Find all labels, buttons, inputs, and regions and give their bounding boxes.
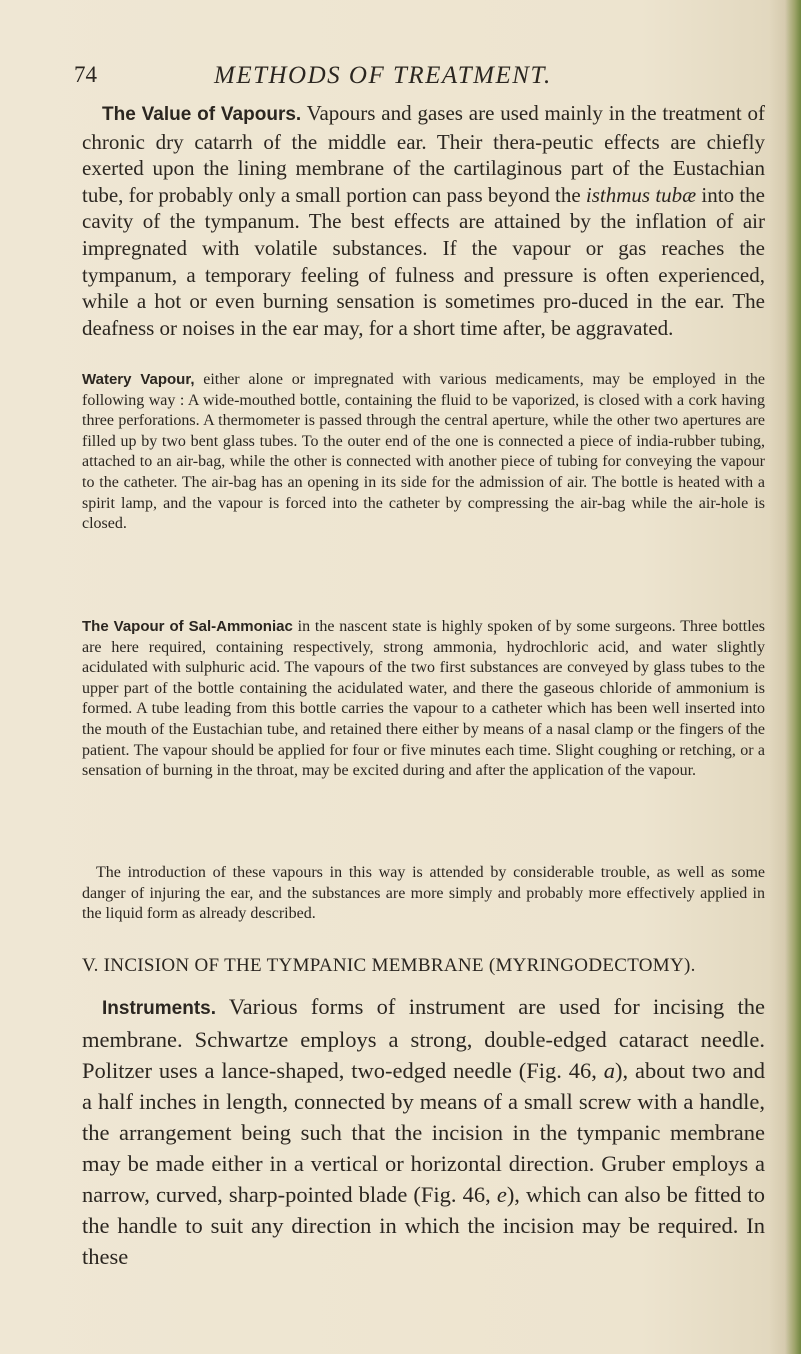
paragraph-vapours (82, 100, 765, 341)
running-head: METHODS OF TREATMENT. (214, 62, 552, 89)
vapours-text: Vapours and gases are used mainly in the treatment of chronic dry catarrh of the middle ear. Their thera-peutic effects are chiefly exerted upon the lining membrane of the cartilaginous part of the Eustachian tube, for probably only a small portion can pass beyond the (82, 101, 765, 207)
page-edge (785, 0, 801, 1354)
vapours-text-after: into the cavity of the tympanum. The best effects are attained by the inflation of air impregnated with volatile substances. If the vapour or gas reaches the tympanum, a temporary feeling of fulness and pressure is often experienced, while a hot or even burning sensation is sometimes pro-duced in the ear. The deafness or noises in the ear may, for a short time after, be aggravated. (82, 182, 765, 340)
paragraph-sal-ammoniac (82, 617, 765, 782)
heading-instruments: Instruments. (102, 998, 217, 1019)
paragraph-watery-vapour (82, 370, 765, 535)
instruments-text-mid: ), about two and a half inches in length, connected by means of a small screw with a handle, the arrangement being such that the incision in the tympanic membrane may be made either in a vertical or horizontal direction. Gruber employs a narrow, curved, sharp-pointed blade (Fig. 46, (82, 1058, 765, 1207)
page-number: 74 (74, 62, 97, 87)
fig-ref-a: a (603, 1058, 616, 1083)
fig-ref-e: e (496, 1182, 507, 1207)
sal-ammoniac-text: in the nascent state is highly spoken of by some surgeons. Three bottles are here required, containing respectively, strong ammonia, hydrochloric acid, and water slightly acidulated with sulphuric acid. The vapours of the two first substances are conveyed by glass tubes to the upper part of the bottle containing the acidulated water, and there the gaseous chloride of ammonium is formed. A tube leading from this bottle carries the vapour to a catheter which has been well inserted into the mouth of the Eustachian tube, and retained there either by means of a nasal clamp or the fingers of the patient. The vapour should be applied for four or five minutes each time. Slight coughing or retching, or a sensation of burning in the throat, may be excited during and after the application of the vapour. (82, 618, 765, 780)
heading-vapours: The Value of Vapours. (102, 104, 302, 125)
heading-sal-ammoniac: The Vapour of Sal-Ammoniac (82, 618, 293, 635)
paragraph-introduction (82, 863, 765, 925)
instruments-text: Various forms of instrument are used for incising the membrane. Schwartze employs a strong, double-edged cataract needle. Politzer uses a lance-shaped, two-edged needle (Fig. 46, (82, 994, 765, 1083)
introduction-text: The introduction of these vapours in this way is attended by considerable trouble, as well as some danger of injuring the ear, and the substances are more simply and probably more effectively applied in the liquid form as already described. (82, 864, 765, 923)
page-header (74, 62, 764, 92)
heading-watery-vapour: Watery Vapour, (82, 371, 195, 388)
watery-vapour-text: either alone or impregnated with various medicaments, may be employed in the following way : A wide-mouthed bottle, containing the fluid to be vaporized, is closed with a cork having three perforations. A thermometer is passed through the central aperture, while the other two apertures are filled up by two bent glass tubes. To the outer end of the one is connected a piece of india-rubber tubing, attached to an air-bag, while the other is connected with another piece of tubing for conveying the vapour to the catheter. The air-bag has an opening in its side for the admission of air. The bottle is heated with a spirit lamp, and the vapour is forced into the catheter by compressing the air-bag while the air-hole is closed. (82, 371, 766, 533)
instruments-text-end: ), which can also be fitted to the handle to suit any direction in which the incision may be required. In these (82, 1182, 765, 1269)
paragraph-instruments (82, 991, 765, 1272)
vapours-italic-term: isthmus tubæ (585, 182, 697, 207)
section-heading: V. INCISION OF THE TYMPANIC MEMBRANE (MYRINGODECTOMY). (82, 955, 696, 976)
